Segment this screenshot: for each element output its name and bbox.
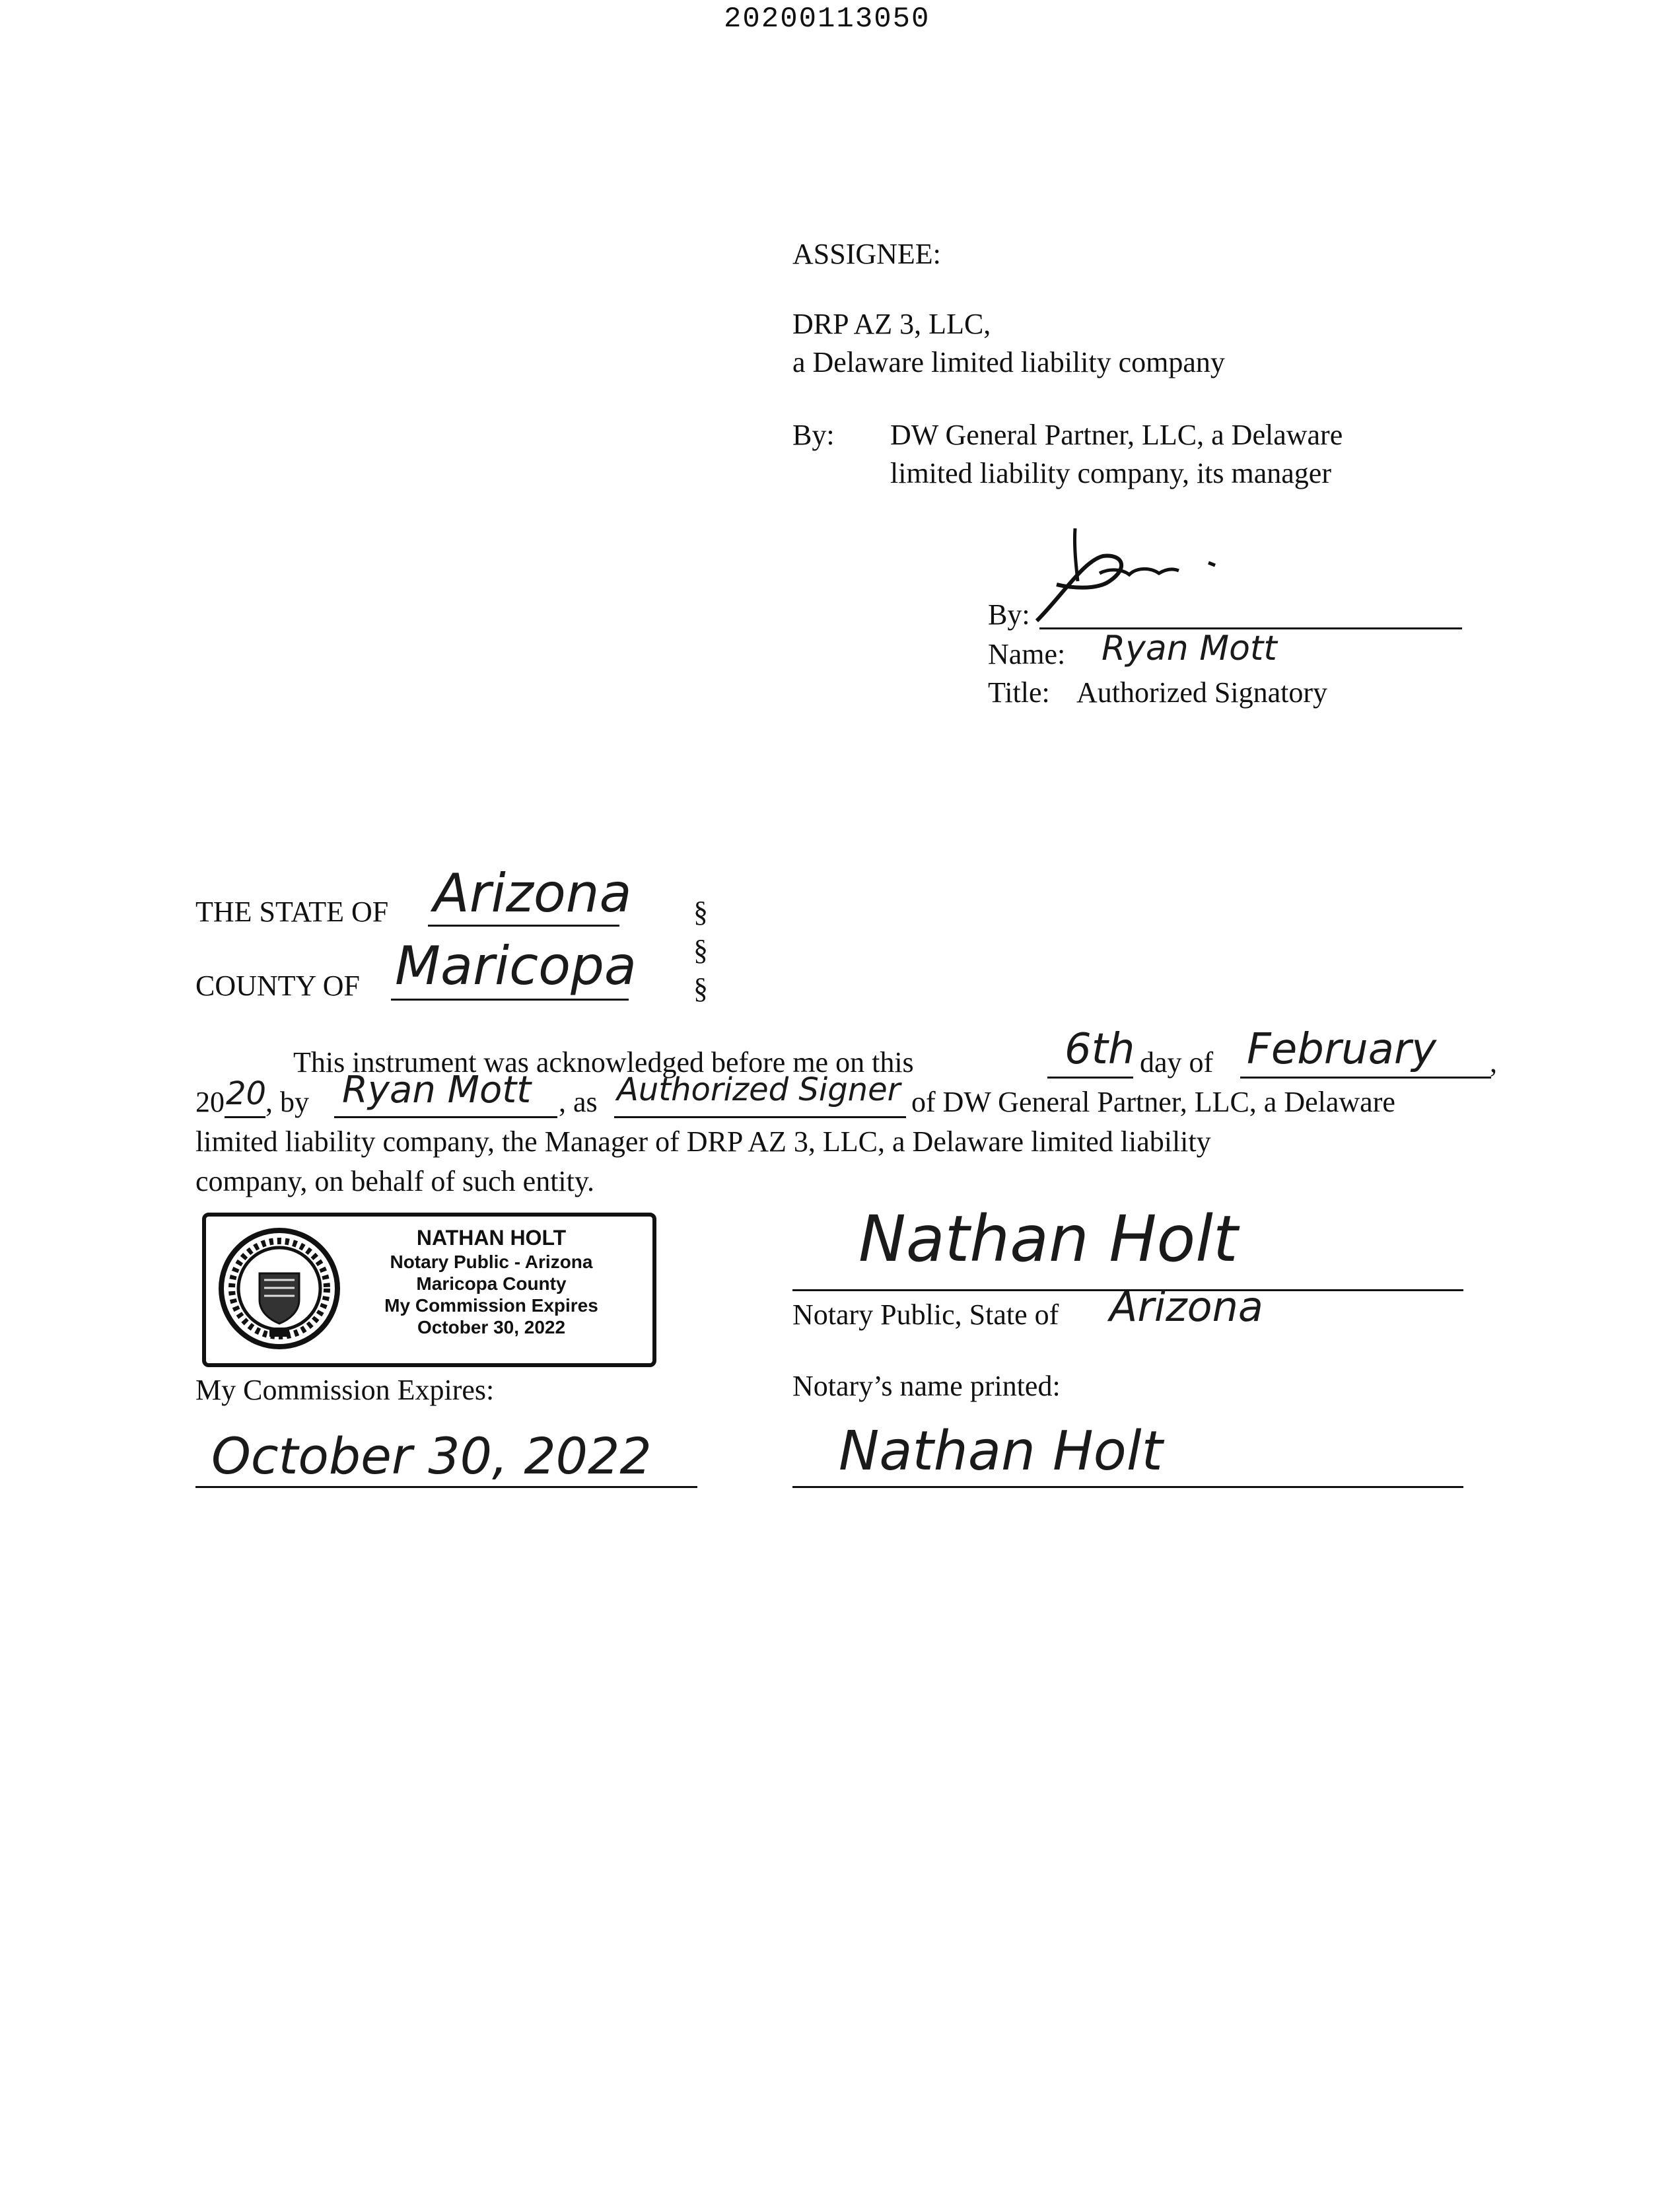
county-underline — [391, 999, 629, 1001]
commission-date-handwritten: October 30, 2022 — [211, 1427, 652, 1485]
ack-year-prefix: 20 — [195, 1086, 225, 1118]
section-mark-1: § — [693, 896, 708, 928]
ack-line-3: company, on behalf of such entity. — [195, 1165, 595, 1197]
notary-state-handwritten: Arizona — [1109, 1283, 1263, 1331]
notary-public-label: Notary Public, State of — [792, 1298, 1059, 1331]
ack-month-underline — [1240, 1077, 1491, 1079]
seal-line-1: NATHAN HOLT — [416, 1226, 567, 1250]
assignee-signature — [1030, 522, 1242, 634]
ack-comma: , — [1490, 1046, 1497, 1079]
assignee-company-desc: a Delaware limited liability company — [792, 346, 1225, 378]
ack-year-underline — [225, 1116, 265, 1118]
state-handwritten: Arizona — [433, 863, 632, 924]
assignee-by-line1: DW General Partner, LLC, a Delaware — [890, 419, 1343, 451]
ack-signer-handwritten: Ryan Mott — [342, 1069, 532, 1112]
notary-name-underline — [792, 1486, 1463, 1488]
ack-text-1: This instrument was acknowledged before me on this — [293, 1046, 914, 1079]
assignee-label: ASSIGNEE: — [792, 238, 941, 270]
commission-date-underline — [195, 1486, 697, 1488]
document-number: 20200113050 — [724, 3, 930, 36]
seal-line-4: My Commission Expires — [384, 1294, 598, 1316]
commission-label: My Commission Expires: — [195, 1374, 495, 1406]
ack-text-2: day of — [1140, 1046, 1214, 1079]
section-mark-3: § — [693, 972, 708, 1005]
ack-capacity-underline — [614, 1116, 906, 1118]
title-value: Authorized Signatory — [1076, 676, 1328, 709]
title-label: Title: — [988, 676, 1050, 709]
notary-name-printed-label: Notary’s name printed: — [792, 1370, 1061, 1402]
signer-name-handwritten: Ryan Mott — [1102, 629, 1277, 668]
seal-line-5: October 30, 2022 — [417, 1316, 566, 1337]
ack-month-handwritten: February — [1247, 1025, 1437, 1074]
assignee-company: DRP AZ 3, LLC, — [792, 308, 991, 340]
seal-line-3: Maricopa County — [416, 1273, 567, 1294]
county-handwritten: Maricopa — [395, 935, 637, 997]
seal-text-block — [353, 1226, 630, 1338]
ack-text-3: , by — [265, 1086, 309, 1118]
section-mark-2: § — [693, 934, 708, 966]
ack-text-5: of DW General Partner, LLC, a Delaware — [911, 1086, 1395, 1118]
ack-year-handwritten: 20 — [226, 1075, 267, 1112]
ack-signer-underline — [334, 1116, 557, 1118]
ack-line-2: limited liability company, the Manager of DRP AZ 3, LLC, a Delaware limited liability — [195, 1125, 1211, 1158]
state-seal-emblem — [218, 1227, 341, 1350]
signature-by-label: By: — [988, 598, 1030, 631]
assignee-by-line2: limited liability company, its manager — [890, 457, 1331, 489]
notary-signature-handwritten: Nathan Holt — [858, 1202, 1238, 1276]
seal-line-2: Notary Public - Arizona — [390, 1251, 593, 1272]
county-label: COUNTY OF — [195, 970, 360, 1002]
name-label: Name: — [988, 638, 1066, 670]
state-label: THE STATE OF — [195, 896, 389, 928]
assignee-by-label: By: — [792, 419, 835, 451]
notary-seal — [202, 1213, 656, 1367]
ack-day-underline — [1047, 1077, 1133, 1079]
state-underline — [428, 925, 619, 927]
ack-capacity-handwritten: Authorized Signer — [617, 1071, 901, 1108]
ack-text-4: , as — [559, 1086, 598, 1118]
notary-name-handwritten: Nathan Holt — [839, 1420, 1163, 1483]
ack-day-handwritten: 6th — [1065, 1025, 1135, 1074]
